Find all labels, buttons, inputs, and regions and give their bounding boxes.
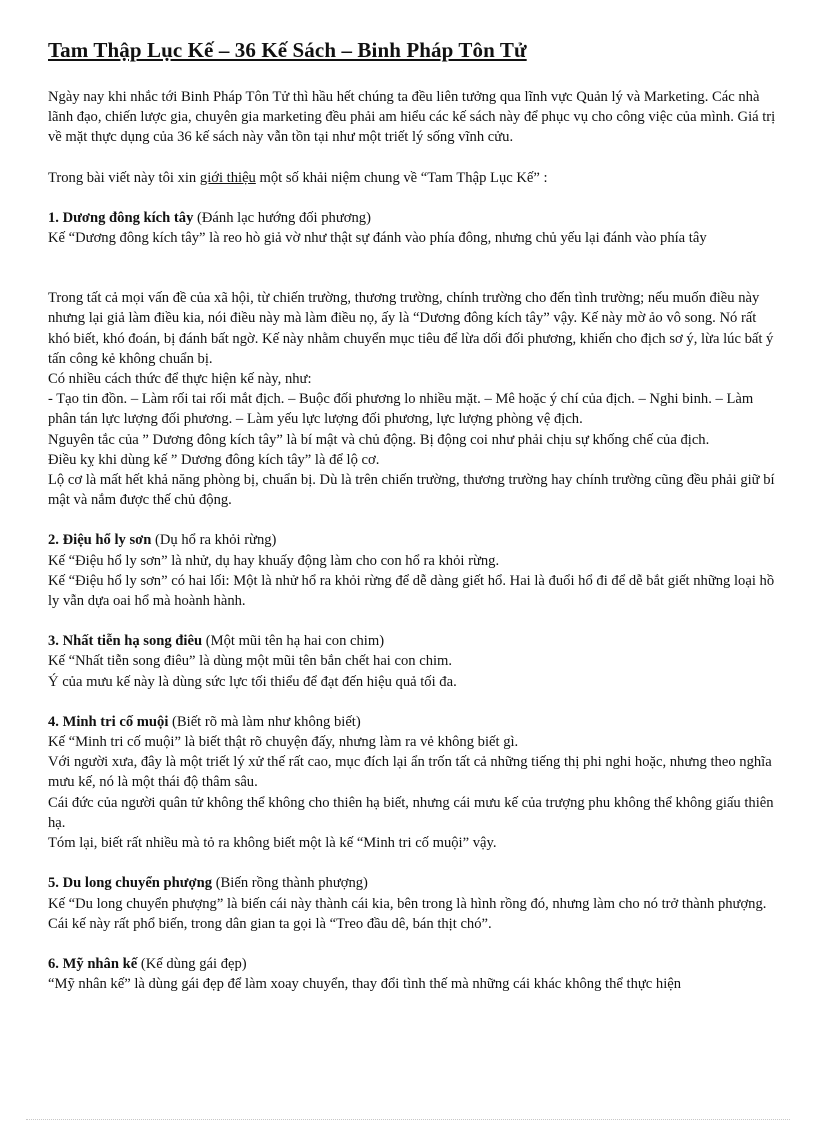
section-1-header (48, 208, 778, 228)
section-1-extra-3: - Tạo tin đồn. – Làm rối tai rối mắt địch. – Buộc đối phương lo nhiều mặt. – Mê hoặc ý chí của địch. – Nghi binh. – Làm phân tán lực lượng đối phương. – Làm yếu lực lượng đối phương, lực lượng phòng vệ địch. (48, 391, 754, 428)
section-2-heading: 2. Điệu hổ ly sơn (48, 532, 152, 549)
section-3-header (48, 631, 778, 651)
gioi-thieu-link[interactable]: giới thiệu (199, 169, 256, 186)
section-6 (48, 954, 778, 994)
section-1 (48, 208, 778, 511)
section-6-line-1: “Mỹ nhân kế” là dùng gái đẹp để làm xoay chuyển, thay đổi tình thế mà những cái khác không thể thực hiện (48, 976, 682, 993)
section-1-extra-6: Lộ cơ là mất hết khả năng phòng bị, chuẩn bị. Dù là trên chiến trường, thương trường hay chính trường cũng đều phải giữ bí mật và nắm được thế chủ động. (48, 472, 775, 509)
section-5-heading: 5. Du long chuyển phượng (48, 875, 213, 892)
section-3 (48, 631, 778, 692)
section-1-extra-5: Điều kỵ khi dùng kế ” Dương đông kích tây” là để lộ cơ. (48, 451, 380, 468)
section-3-line-1: Kế “Nhất tiễn song điêu” là dùng một mũi tên bắn chết hai con chim. (48, 653, 453, 670)
section-6-subtitle: (Kế dùng gái đẹp) (137, 955, 247, 972)
section-1-line-1: Kế “Dương đông kích tây” là reo hò giả vờ như thật sự đánh vào phía đông, nhưng chủ yếu lại đánh vào phía tây (48, 230, 707, 247)
document-page (48, 38, 778, 1014)
document-title: Tam Thập Lục Kế – 36 Kế Sách – Binh Pháp Tôn Tử (48, 38, 527, 62)
section-5-header (48, 873, 778, 893)
section-1-extra-4: Nguyên tắc của ” Dương đông kích tây” là bí mật và chủ động. Bị động coi như phải chịu sự khống chế của địch. (48, 431, 710, 448)
section-3-subtitle: (Một mũi tên hạ hai con chim) (202, 633, 385, 650)
section-5 (48, 873, 778, 934)
section-1-heading: 1. Dương đông kích tây (48, 209, 194, 226)
section-4-line-3: Cái đức của người quân tử không thể không cho thiên hạ biết, nhưng cái mưu kế của trượng phu không thể không giấu thiên hạ. (48, 794, 774, 831)
section-4-line-1: Kế “Minh tri cố muội” là biết thật rõ chuyện đấy, nhưng làm ra vẻ không biết gì. (48, 734, 519, 751)
section-2-line-2: Kế “Điệu hổ ly sơn” có hai lối: Một là nhử hổ ra khỏi rừng để dễ dàng giết hổ. Hai là đuổi hổ đi để dễ bắt giết những loại hồ ly vẫn dựa oai hổ mà hoành hành. (48, 572, 775, 610)
section-4-line-4: Tóm lại, biết rất nhiều mà tỏ ra không biết một là kế “Minh tri cố muội” vậy. (48, 835, 497, 852)
section-6-header (48, 954, 778, 974)
section-1-extra-2: Có nhiều cách thức để thực hiện kế này, như: (48, 371, 312, 388)
intro2-after: một số khải niệm chung về “Tam Thập Lục Kế” : (255, 169, 548, 186)
section-3-line-2: Ý của mưu kế này là dùng sức lực tối thiểu để đạt đến hiệu quả tối đa. (48, 673, 457, 690)
section-4-header (48, 712, 778, 732)
section-4-subtitle: (Biết rõ mà làm như không biết) (168, 713, 361, 730)
section-2-subtitle: (Dụ hổ ra khỏi rừng) (151, 532, 277, 549)
section-3-heading: 3. Nhất tiễn hạ song điêu (48, 633, 203, 650)
section-4-line-2: Với người xưa, đây là một triết lý xử thế rất cao, mục đích lại ẩn trốn tất cả những tiếng thị phi nghi hoặc, nhưng theo nghĩa mưu kế, nó là một thái độ thâm sâu. (48, 754, 772, 791)
intro-paragraph: Ngày nay khi nhắc tới Binh Pháp Tôn Tử thì hầu hết chúng ta đều liên tưởng qua lĩnh vực Quản lý và Marketing. Các nhà lãnh đạo, chiến lược gia, chuyên gia marketing đều phải am hiểu các kế sách này để phục vụ cho công việc của mình. Giá trị về mặt thực dụng của 36 kế sách này vẫn tồn tại như một triết lý sống vĩnh cửu. (48, 89, 776, 146)
section-1-subtitle: (Đánh lạc hướng đối phương) (193, 209, 371, 226)
section-5-line-1: Kế “Du long chuyển phượng” là biến cái này thành cái kia, bên trong là hình rồng đó, nhưng làm cho nó trở thành phượng. (48, 895, 767, 912)
section-2 (48, 530, 778, 611)
section-5-line-2: Cái kế này rất phổ biến, trong dân gian ta gọi là “Treo đầu dê, bán thịt chó”. (48, 915, 492, 932)
intro-paragraph-2 (48, 168, 778, 188)
page-bottom-divider (26, 1119, 790, 1120)
section-1-extra-1: Trong tất cả mọi vấn đề của xã hội, từ chiến trường, thương trường, chính trường cho đến tình trường; nếu muốn điều này nhưng lại giả làm điều kia, nói điều này mà làm điều nọ, ấy là “Dương đông kích tây” vậy. Kế này mờ ảo vô song. Nó rất khó biết, khó đoán, bị đánh bất ngờ. Kế này nhằm chuyển mục tiêu để lừa dối đối phương, khiến cho địch sơ ý, lừa lúc bất ý tấn công kẻ không chuẩn bị. (48, 290, 774, 367)
section-2-header (48, 530, 778, 550)
section-4 (48, 712, 778, 853)
section-5-subtitle: (Biến rồng thành phượng) (212, 875, 368, 892)
intro2-before: Trong bài viết này tôi xin (48, 169, 200, 186)
section-6-heading: 6. Mỹ nhân kế (48, 955, 138, 972)
section-2-line-1: Kế “Điệu hổ ly sơn” là nhử, dụ hay khuấy động làm cho con hổ ra khỏi rừng. (48, 552, 500, 569)
section-4-heading: 4. Minh tri cố muội (48, 713, 169, 730)
